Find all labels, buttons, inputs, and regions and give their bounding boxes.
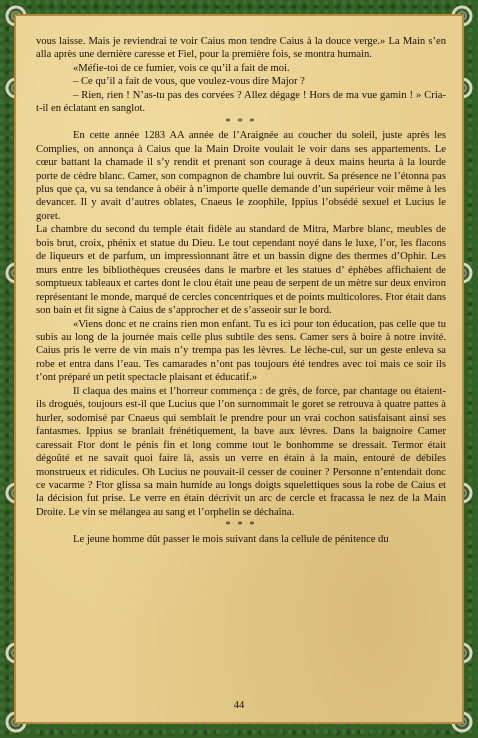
- paragraph: Le jeune homme dût passer le mois suivant dans la cellule de pénitence du: [73, 533, 389, 545]
- paragraph: Il claqua des mains et l’horreur commença : de grès, de force, par chantage ou étaient-ils drogués, toujours est-il que Lucius que l’on surnommait le goret se retrouva à quatre pattes à hurler, sodomisé par Cnaeus qui semblait le prendre pour un vrai cochon satisfaisant ainsi ses fantasmes. Ippius se branlait frénétiquement, la bave aux lèvres. Dans la baignoire Camer caressait Ftor dont le pénis fin et long comme tout le bonhomme se dressait. Termor était dégoûté et ne savait quoi faire là, assis un verre en étain à la main, entouré de débiles monstrueux et ridicules. Oh Lucius ne pouvait-il cesser de couiner ? Personne n’entendait donc ce vacarme ? Ftor glissa sa main humide au longs doigts squelettiques sous la robe de Caius et la décision fut prise. Le verre en étain décrivit un arc de cercle et fracassa le nez de la Main Droite. Le vin se mélangea au sang et l’orphelin se déchaîna.: [36, 385, 446, 518]
- paragraph: «Viens donc et ne crains rien mon enfant. Tu es ici pour ton éducation, pas celle que tu subis au long de la journée mais celle plus subtile des sens. Camer sers à boire à notre invité. Caius pris le verre de vin mais n’y trempa pas les lèvres. Le lèche-cul, sur un geste enleva sa robe et entra dans l’eau. Tes camarades n’ont pas toujours été tendres avec toi mais ce soir ils t’ont préparé un petit spectacle plaisant et éducatif.»: [36, 318, 446, 384]
- paragraph: La chambre du second du temple était fidèle au standard de Mitra, Marbre blanc, meubles de bois brut, croix, phénix et statue du Dieu. Le tout cependant noyé dans le luxe, l’or, les flacons de liqueurs et de parfum, un impressionnant âtre et un bassin digne des thermes d’Ophir. Les murs entre les bibliothèques creusées dans le marbre et les statues d’ éphèbes affichaient de somptueux tableaux et cartes dont le clou était une peau de serpent de un mètre sur deux environ représentant le monde, marqué de cercles concentriques et de points multicolores. Ftor était dans son bain et fit signe à Caius de s’approcher et de s’asseoir sur le bord.: [36, 224, 446, 317]
- dialog-line: – Rien, rien ! N’as-tu pas des corvées ? Allez dégage ! Hors de ma vue gamin ! » Cria-t-il en éclatant en sanglot.: [36, 89, 446, 115]
- section-separator: * * *: [225, 116, 257, 128]
- page-body: [36, 35, 446, 546]
- section-separator: * * *: [225, 520, 257, 532]
- dialog-line: – Ce qu’il a fait de vous, que voulez-vous dire Major ?: [73, 76, 305, 88]
- paragraph: En cette année 1283 AA année de l’Araignée au coucher du soleil, juste après les Complies, on annonça à Caius que la Main Droite voulait le voir dans ses appartements. Le cœur battant la chamade il s’y rendit et prenant son courage à deux mains heurta à la lourde porte de cèdre blanc. Camer, son compagnon de chambre lui ouvrit. Sa présence ne l’étonna pas plus que ça, vu sa tendance à obéir à n’importe quelle demande d’un supérieur voir même à les devancer. Il y avait d’autres oblates, Cnaeus le zoophile, Ippius l’obsédé sexuel et Lucius le goret.: [36, 130, 446, 222]
- page-number: 44: [233, 700, 245, 711]
- dialog-line: «Méfie-toi de ce fumier, vois ce qu’il a fait de moi.: [73, 62, 290, 74]
- opening-lines: vous laisse. Mais je reviendrai te voir Caius mon tendre Caius à la douce verge.» La Main s’en alla après une dernière caresse et Fiel, pour la première fois, se montra humain.: [36, 36, 446, 61]
